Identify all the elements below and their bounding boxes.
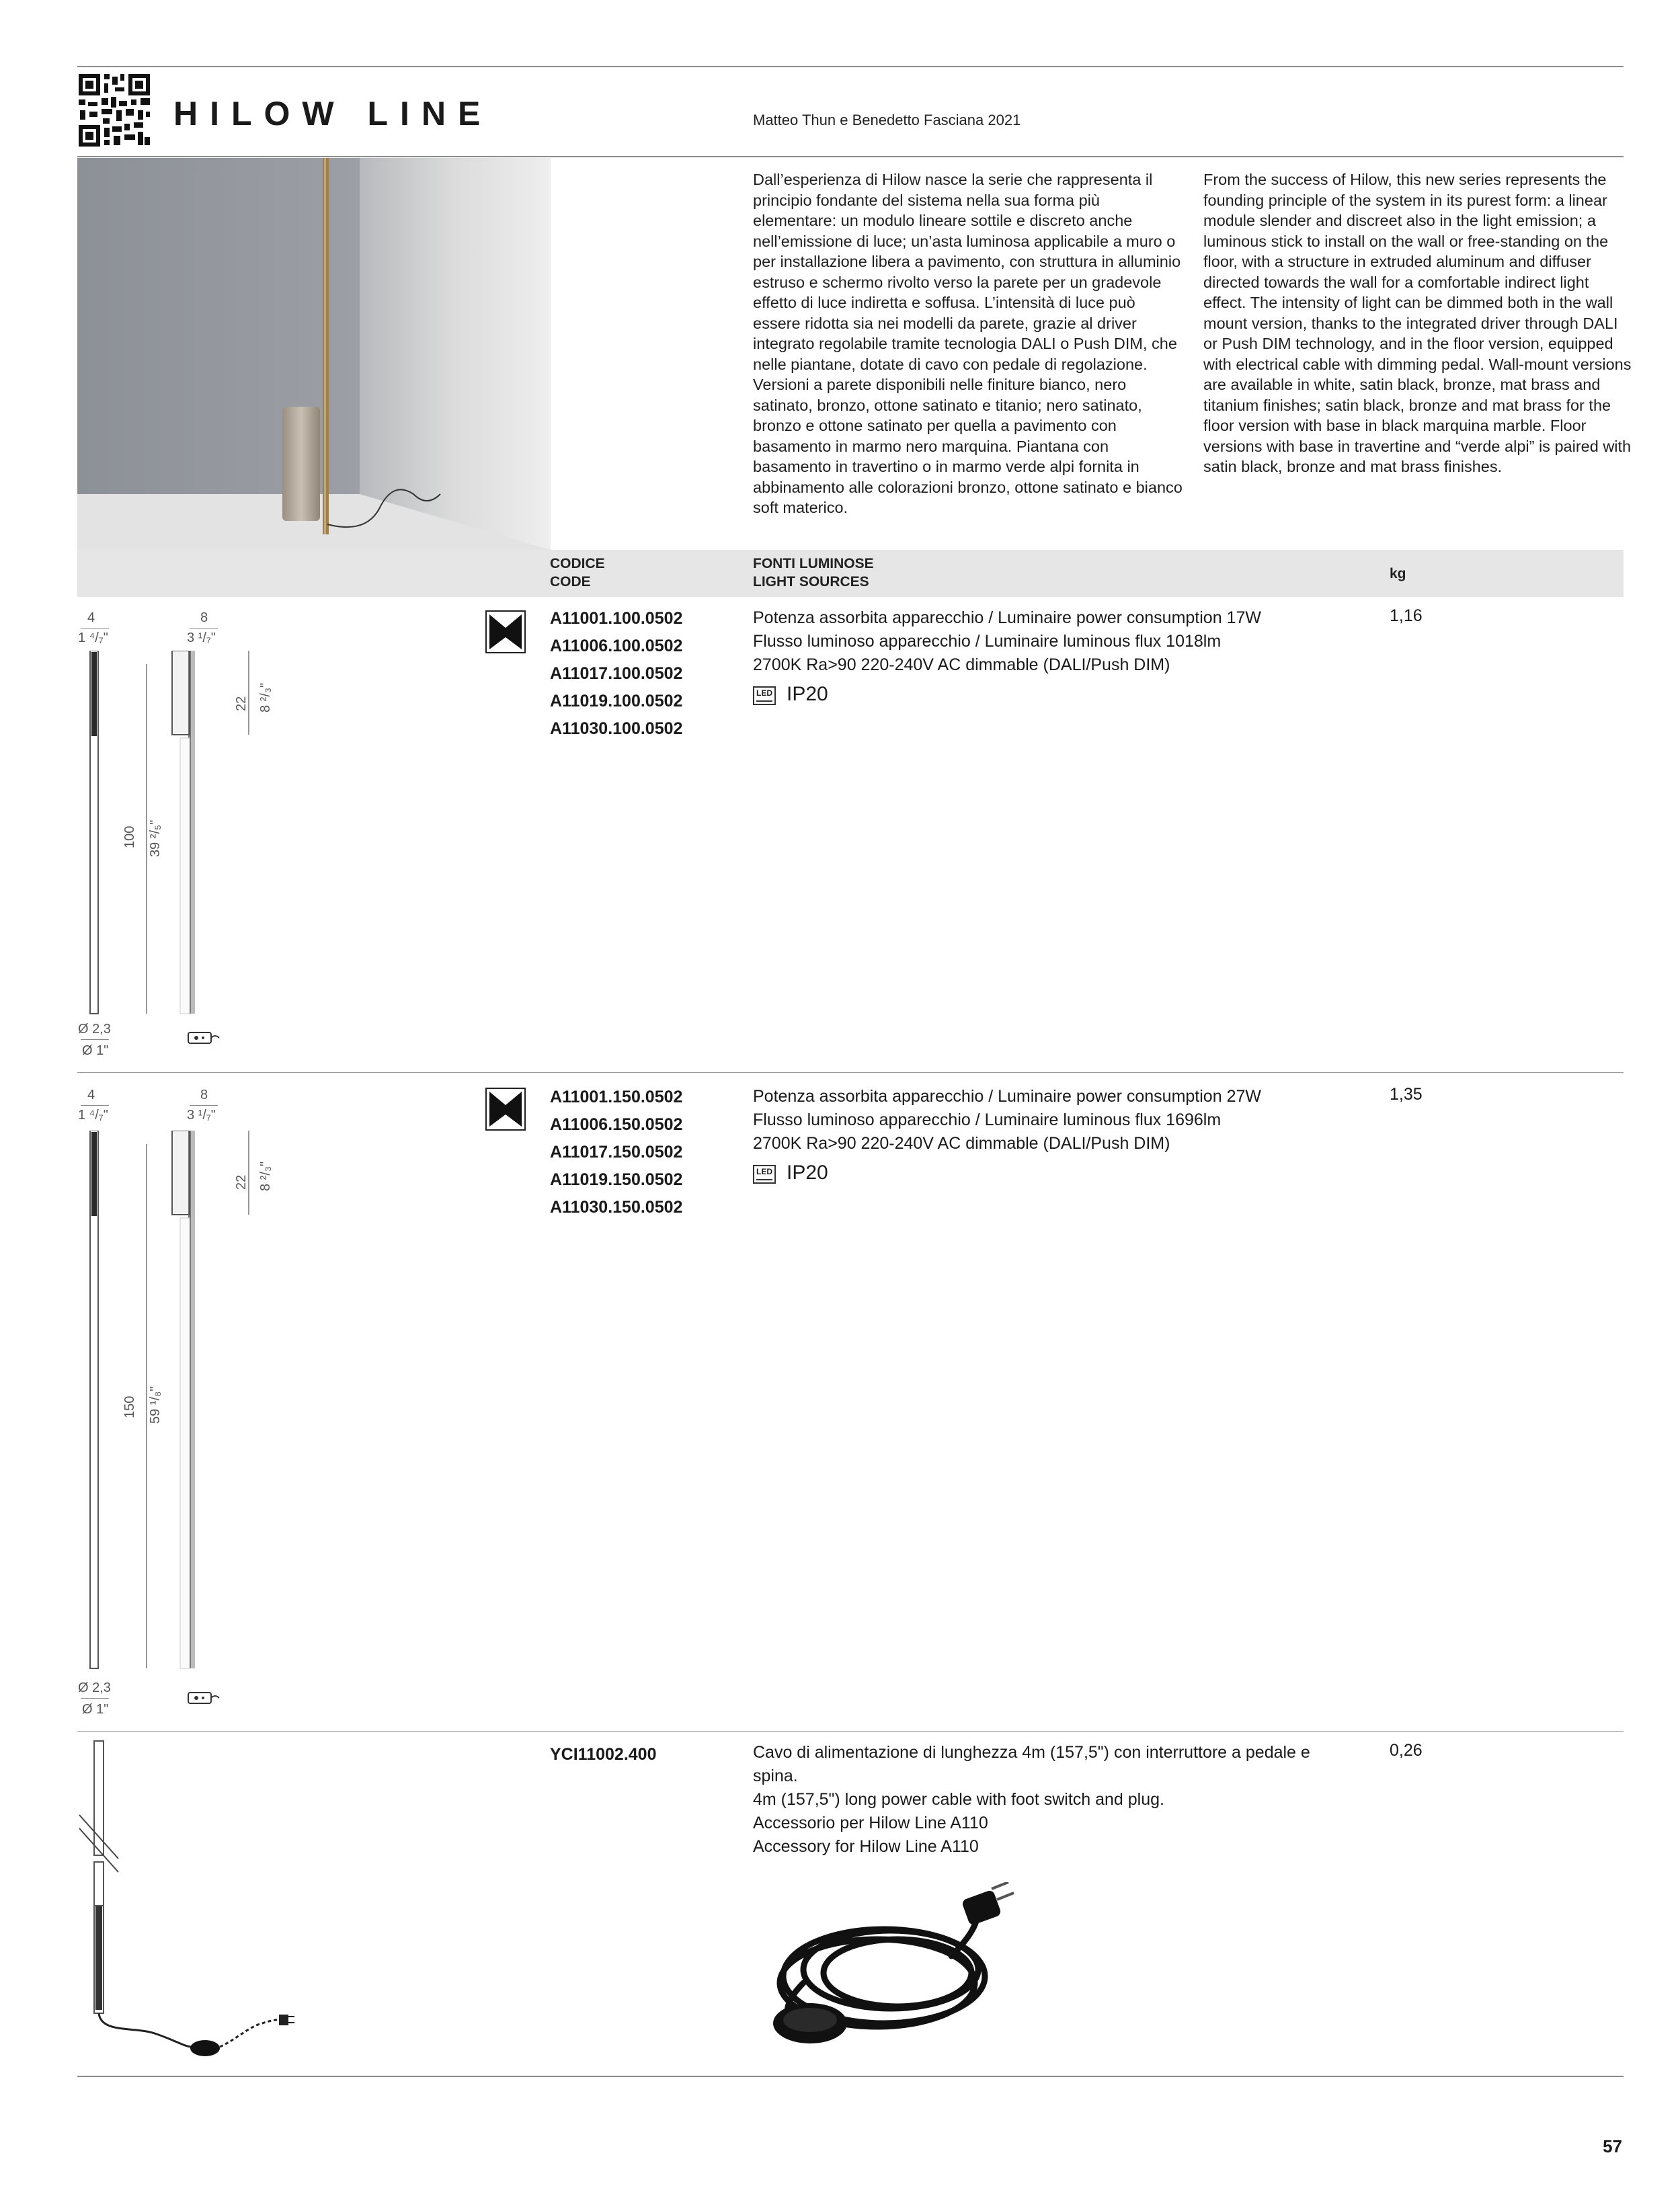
technical-drawing <box>81 651 255 1022</box>
switch-icon <box>187 1689 221 1706</box>
spec-line: Cavo di alimentazione di lunghezza 4m (157,5") con interruttore a pedale e <box>753 1743 1310 1762</box>
spec-line: 4m (157,5") long power cable with foot switch and plug. <box>753 1790 1164 1809</box>
spec-electrical: 2700K Ra>90 220-240V AC dimmable (DALI/Push DIM) <box>753 655 1170 674</box>
dim-width-2: 8 <box>200 610 208 625</box>
dim-height-1-in: 8 ²/₃" <box>258 1161 273 1191</box>
spec-line: Accessory for Hilow Line A110 <box>753 1837 979 1856</box>
spec-electrical: 2700K Ra>90 220-240V AC dimmable (DALI/Push DIM) <box>753 1134 1170 1153</box>
dim-height-2-in: 39 ²/₅" <box>148 819 163 857</box>
header-sources-it: FONTI LUMINOSE <box>753 556 874 571</box>
spec-power: Potenza assorbita apparecchio / Luminaire power consumption 27W <box>753 1087 1261 1106</box>
wall-light-emission-icon <box>485 610 526 653</box>
dim-height-1-in: 8 ²/₃" <box>258 682 273 713</box>
dim-height-1: 22 <box>234 696 249 711</box>
dim-width-2: 8 <box>200 1088 208 1102</box>
code-item: A11030.100.0502 <box>550 719 683 738</box>
code-item: A11001.100.0502 <box>550 609 683 628</box>
qr-code-icon <box>77 73 151 148</box>
ip-rating <box>753 1161 1261 1186</box>
page-title: HILOW LINE <box>173 95 493 132</box>
wall-light-emission-icon <box>485 1088 526 1131</box>
header-kg: kg <box>1390 566 1406 581</box>
code-item: A11001.150.0502 <box>550 1088 683 1106</box>
cable-photo <box>750 1882 1018 2050</box>
dim-width-1-in: 1 ⁴/₇" <box>78 1108 108 1123</box>
page-number: 57 <box>1603 2136 1622 2156</box>
ip-rating <box>753 682 1261 707</box>
dim-width-1: 4 <box>87 1088 95 1102</box>
weight-value: 1,16 <box>1390 606 1423 625</box>
led-icon: LED <box>753 686 776 705</box>
spec-line: Accessorio per Hilow Line A110 <box>753 1814 988 1832</box>
designer-credit: Matteo Thun e Benedetto Fasciana 2021 <box>753 112 1021 128</box>
switch-icon <box>187 1028 221 1046</box>
description-english: From the success of Hilow, this new series represents the founding principle of the system in its purest form: a linear module slender and discreet also in the light emission; a luminous stick to install on the wall or free-standing on the floor, with a structure in extruded aluminum and diffuser directed towards the wall for a comfortable indirect light effect. The intensity of light can be dimmed both in the wall mount version, thanks to the integrated driver through DALI or Push DIM technology, and in the floor version, equipped with electrical cable with dimming pedal. Wall-mount versions are available in white, satin black, bronze, mat brass and titanium finishes; satin black, bronze and mat brass for the floor version with base in black marquina marble. Floor versions with base in travertine and “verde alpi” is paired with satin black, bronze and mat brass finishes. <box>1203 171 1632 475</box>
code-item: A11030.150.0502 <box>550 1198 683 1217</box>
code-item: A11019.100.0502 <box>550 692 683 711</box>
accessory-spec <box>753 1741 1310 1859</box>
spec-flux: Flusso luminoso apparecchio / Luminaire luminous flux 1018lm <box>753 632 1222 651</box>
code-item: A11006.100.0502 <box>550 637 683 655</box>
header-code-it: CODICE <box>550 556 605 571</box>
accessory-code: YCI11002.400 <box>550 1745 657 1764</box>
code-item: A11019.150.0502 <box>550 1170 683 1189</box>
dim-height-2: 100 <box>122 825 137 848</box>
dim-width-1-in: 1 ⁴/₇" <box>78 631 108 645</box>
code-list <box>550 1084 682 1221</box>
dim-diameter: Ø 2,3 <box>78 1680 111 1695</box>
ip-code: IP20 <box>787 1162 828 1184</box>
dim-height-1: 22 <box>234 1174 249 1190</box>
header-light-sources <box>753 555 874 591</box>
code-list <box>550 605 682 743</box>
technical-drawing <box>81 1131 255 1675</box>
dim-diameter-in: Ø 1" <box>82 1702 109 1717</box>
dim-diameter-in: Ø 1" <box>82 1043 109 1058</box>
header-code <box>550 555 605 591</box>
weight-value: 1,35 <box>1390 1085 1423 1104</box>
top-rule <box>77 66 1624 67</box>
dim-width-2-in: 3 ¹/₇" <box>187 1108 216 1123</box>
header-sources-en: LIGHT SOURCES <box>753 574 869 590</box>
code-item: A11017.100.0502 <box>550 664 683 683</box>
weight-value: 0,26 <box>1390 1741 1423 1760</box>
ip-code: IP20 <box>787 683 828 705</box>
bottom-rule <box>77 2076 1624 2077</box>
code-item: A11006.150.0502 <box>550 1115 683 1134</box>
dim-width-2-in: 3 ¹/₇" <box>187 631 216 645</box>
header-code-en: CODE <box>550 574 591 590</box>
dim-height-2: 150 <box>122 1395 137 1418</box>
row-divider <box>77 1072 1624 1073</box>
cable-drawing <box>74 1738 303 2074</box>
header-rule <box>77 156 1624 157</box>
spec-line: spina. <box>753 1767 798 1785</box>
spec-flux: Flusso luminoso apparecchio / Luminaire luminous flux 1696lm <box>753 1110 1222 1129</box>
row-divider <box>77 1731 1624 1732</box>
code-item: A11017.150.0502 <box>550 1143 683 1162</box>
dim-diameter: Ø 2,3 <box>78 1022 111 1037</box>
spec-power: Potenza assorbita apparecchio / Luminaire power consumption 17W <box>753 608 1261 627</box>
dim-height-2-in: 59 ¹/₈" <box>148 1386 163 1424</box>
product-photo <box>77 158 551 550</box>
description-italian: Dall’esperienza di Hilow nasce la serie che rappresenta il principio fondante del sistema nella sua forma più elementare: un modulo lineare sottile e discreto anche nell’emissione di luce; un’asta luminosa applicabile a muro o per installazione libera a pavimento, con struttura in alluminio estruso e schermo rivolto verso la parete per un gradevole effetto di luce indiretta e soffusa. L’intensità di luce può essere ridotta sia nei modelli da parete, grazie al driver integrato regolabile tramite tecnologia DALI o Push DIM, che nelle piantane, dotate di cavo con pedale di regolazione. Versioni a parete disponibili nelle finiture bianco, nero satinato, bronzo, ottone satinato e titanio; nero satinato, bronzo e ottone satinato per quella a pavimento con basamento in marmo nero marquina. Piantana con basamento in travertino o in marmo verde alpi fornita in abbinamento alle colorazioni bronzo, ottone satinato e bianco soft materico. <box>753 171 1183 516</box>
spec-block <box>753 1085 1261 1186</box>
spec-block <box>753 606 1261 707</box>
led-icon: LED <box>753 1165 776 1184</box>
dim-width-1: 4 <box>87 610 95 625</box>
